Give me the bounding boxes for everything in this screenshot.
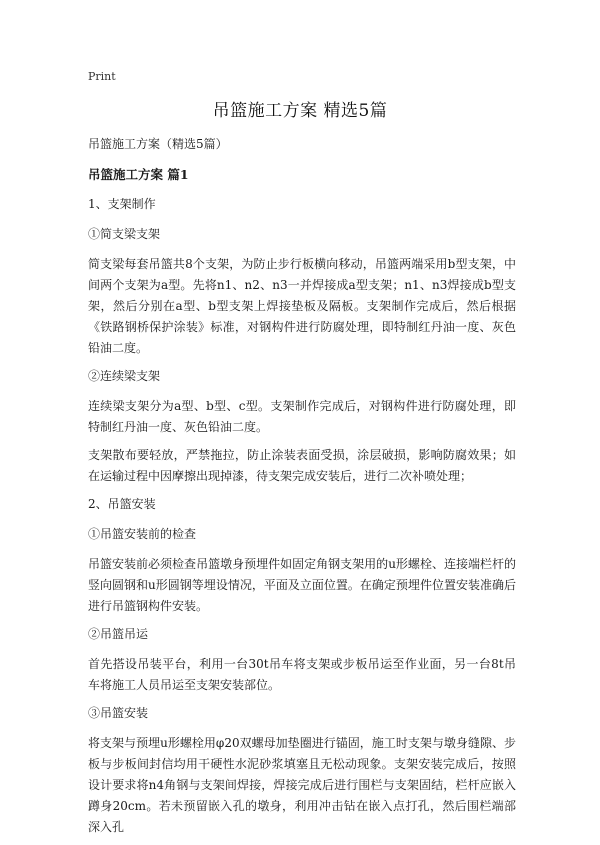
paragraph-pre-installation-check: 吊篮安装前必须检查吊篮墩身预埋件如固定角钢支架用的u形螺栓、连接端栏杆的竖向圆钢和u形圆钢等埋设情况，平面及立面位置。在确定预埋件位置安装准确后进行吊篮钢构件安装。 (88, 557, 516, 613)
document-subtitle: 吊篮施工方案（精选5篇） (88, 137, 228, 151)
paragraph-continuous-beam-support: 连续梁支架分为a型、b型、c型。支架制作完成后，对钢构件进行防腐处理，即特制红丹油一度、灰色铅油二度。 (88, 399, 516, 434)
paragraph-support-handling: 支架散布要轻放，严禁拖拉，防止涂装表面受损，涂层破损，影响防腐效果；如在运输过程中因摩擦出现掉漆，待支架完成安装后，进行二次补喷处理； (88, 448, 516, 483)
subheading-simple-beam-support: ①简支梁支架 (88, 227, 161, 241)
paragraph-basket-installing: 将支架与预埋u形螺栓用φ20双螺母加垫圈进行锚固，施工时支架与墩身缝隙、步板与步板间封信均用干硬性水泥砂浆填塞且无松动现象。支架安装完成后，按照设计要求将n4角钢与支架间焊接，焊接完成后进行围栏与支架固结，栏杆应嵌入蹲身20cm。若未预留嵌入孔的墩身，利用冲击钻在嵌入点打孔，然后围栏端部深入孔 (88, 736, 516, 834)
subheading-pre-installation-check: ①吊篮安装前的检查 (88, 527, 197, 541)
paragraph-basket-lifting: 首先搭设吊装平台，利用一台30t吊车将支架或步板吊运至作业面，另一台8t吊车将施工人员吊运至支架安装部位。 (88, 657, 516, 692)
document-title: 吊篮施工方案 精选5篇 (212, 101, 388, 121)
print-label: Print (88, 70, 116, 83)
subheading-basket-installing: ③吊篮安装 (88, 706, 149, 720)
subheading-basket-lifting: ②吊篮吊运 (88, 627, 149, 641)
paragraph-simple-beam-support: 简支梁每套吊篮共8个支架，为防止步行板横向移动，吊篮两端采用b型支架，中间两个支架为a型。先将n1、n2、n3一并焊接成a型支架；n1、n3焊接成b型支架，然后分别在a型、b型支架上焊接垫板及隔板。支架制作完成后，然后根据《铁路钢桥保护涂装》标准，对钢构件进行防腐处理，即特制红丹油一度、灰色铅油二度。 (88, 257, 516, 355)
document-body (88, 134, 516, 845)
heading-support-fabrication: 1、支架制作 (88, 197, 156, 211)
heading-basket-installation: 2、吊篮安装 (88, 497, 156, 511)
section-title: 吊篮施工方案 篇1 (88, 167, 189, 182)
subheading-continuous-beam-support: ②连续梁支架 (88, 369, 161, 383)
